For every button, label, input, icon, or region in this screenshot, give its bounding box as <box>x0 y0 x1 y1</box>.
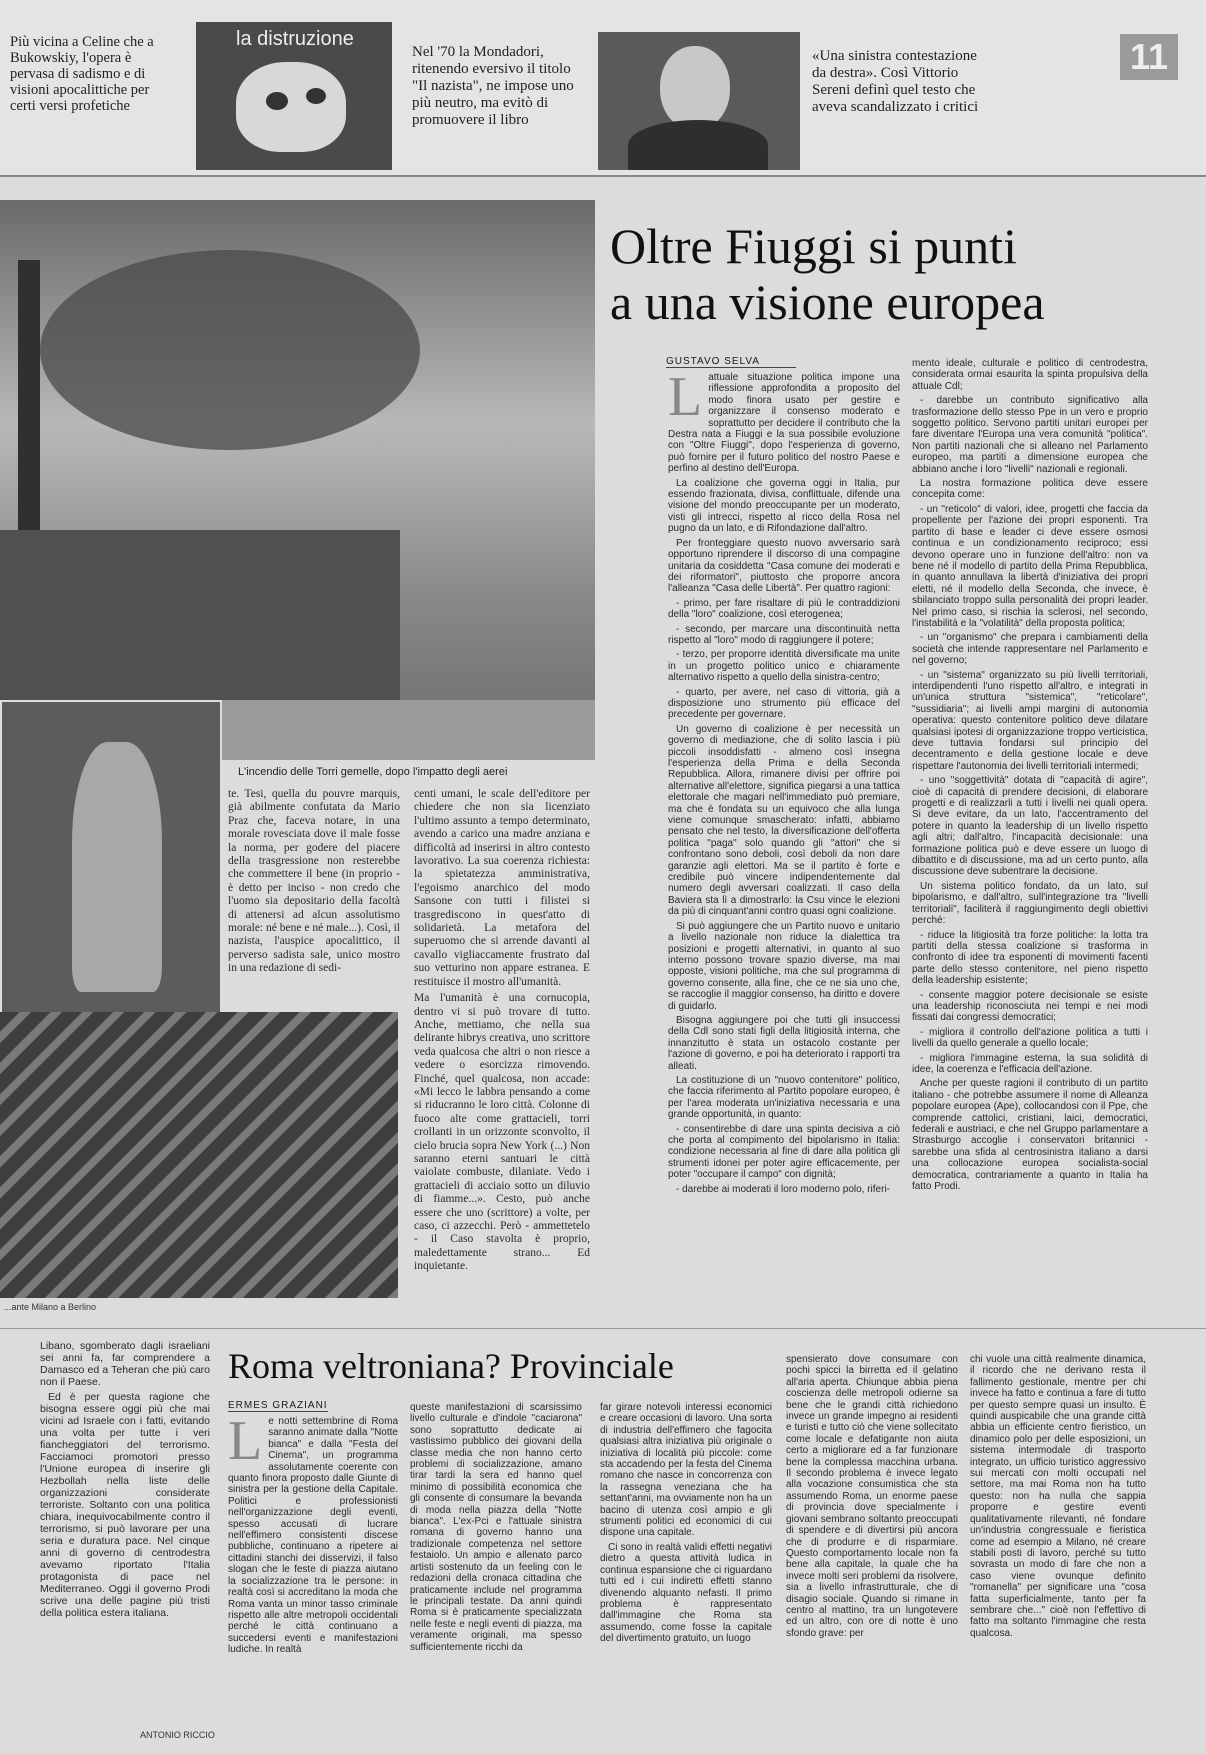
main-paragraph: - un "reticolo" di valori, idee, progetti che faccia da propellente per l'azione dei propri esponenti. Tra partito di base e leader ci deve essere osmosi continua e un condizionamento reciproco; essi devono operare uno in funzione dell'altro: non va bene né il modello di partito della Prima Repubblica, in quanto annullava la libertà d'iniziativa dei propri eletti, né il modello della Seconda, che invece, è sbilanciato troppo sulla personalità dei propri leader. Nel primo caso, si rischia la sclerosi, nel secondo, l'instabilità e la "volatilità" della proposta politica; <box>912 503 1148 629</box>
main-paragraph: - darebbe ai moderati il loro moderno polo, riferi- <box>676 1183 890 1195</box>
header-illustration-label: la distruzione <box>236 28 354 50</box>
main-paragraph: - quarto, per avere, nel caso di vittoria, già a disposizione uno strumento più efficace del precedente per governare. <box>668 686 900 721</box>
portrait-body <box>628 120 768 170</box>
woman-photo <box>0 700 222 1014</box>
roma-paragraph: e notti settembrine di Roma saranno animate dalla "Notte bianca" e dalla "Festa del Cinema", un programma assolutamente coerente con quanto finora proposto dalle Giunte di sinistra per la gestione della Capitale. Politici e professionisti nell'organizzazione degli eventi, spesso accusati di lucrare nell'effimero consistenti discese pubbliche, continuano a ripetere ai cittadini stanchi dei disservizi, il falso slogan che le feste di piazza aiutano la socializzazione tra le persone: in realtà così si accreditano la moda che Roma vanta un minor tasso criminale rispetto alle altre metropoli occidentali perché le città continuano a succedersi eventi e manifestazioni ludiche. In realtà <box>228 1416 398 1656</box>
page-number: 11 <box>1120 34 1178 80</box>
header-blurb-celine: Più vicina a Celine che a Bukowskiy, l'opera è pervasa di sadismo e di visioni apocalittiche per certi versi profetiche <box>10 34 154 114</box>
main-paragraph: mento ideale, culturale e politico di centrodestra, considerata ormai esaurita la spinta propulsiva della attuale Cdl; <box>912 358 1148 392</box>
main-title-line1: Oltre Fiuggi si punti <box>610 218 1017 274</box>
main-article-title <box>610 218 1190 330</box>
header-portrait-image <box>598 32 800 170</box>
left-paragraph: Ed è per questa ragione che bisogna essere oggi più che mai vicini ad Israele con i fatti, evitando una volta per tutte i veri fiancheggiatori del terrorismo. Facciamoci promotori presso l'Unione europea di inserire gli Hezbollah nella liste delle organizzazioni considerate terroriste. Soltanto con una politica chiara, inequivocabilmente contro il terrorismo, si può lavorare per una seria e duratura pace. Nel cinque anni di governo di centrodestra avevamo riportato l'Italia protagonista di pace nel Mediterraneo. Oggi il governo Prodi scrive una delle pagine più tristi della politica estera italiana. <box>40 1391 210 1619</box>
photo-caption: L'incendio delle Torri gemelle, dopo l'impatto degli aerei <box>238 766 508 778</box>
main-paragraph: - un "sistema" organizzato su più livelli territoriali, interdipendenti l'uno rispetto all'altro, e integrati in un'unica struttura "sistemica", "reticolare", "sussidiaria"; ai livelli ampi margini di autonomia operativa: questo contenitore politico deve dilatare qualsiasi ipotesi di organizzazione troppo verticistica, deve tuttavia fondarsi sul principio del decentramento e della gestione locale e deve rispettare l'autonomia dei livelli territoriali intermedi; <box>912 669 1148 772</box>
roma-paragraph: Ci sono in realtà validi effetti negativi dietro a questa attività ludica in continua espansione che ci riguardano tutti ed i cui indiretti effetti stanno divenendo alquanto nefasti. Il primo problema è rappresentato dall'immagine che Roma sta assumendo, come fosse la capitale del divertimento gratuito, un luogo <box>600 1541 772 1645</box>
book-article-col1 <box>228 788 400 1010</box>
main-paragraph: attuale situazione politica impone una riflessione approfondita a proposito del modo finora usato per gestire e organizzare il consenso moderato e soprattutto per decidere il contributo che la Destra nata a Fiuggi e la sua possibile evoluzione con "Oltre Fiuggi", dopo l'esperienza di governo, può fornire per il futuro politico del nostro Paese e perfino al destino dell'Europa. <box>668 372 900 475</box>
roma-article-author: ERMES GRAZIANI <box>228 1400 328 1411</box>
header-blurb-sereni: «Una sinistra contestazione da destra». Così Vittorio Sereni definì quel testo che aveva scandalizzato i critici <box>812 48 979 115</box>
roma-drop-cap: L <box>228 1416 263 1472</box>
section-divider <box>0 1328 1206 1329</box>
main-paragraph: Bisogna aggiungere poi che tutti gli insuccessi della Cdl sono stati figli della litigiosità interna, che innanzitutto è stata un ostacolo costante per l'azione di governo, e poi ha deteriorato i rapporti tra alleati. <box>668 1014 900 1072</box>
illustration-eye <box>306 88 326 104</box>
main-paragraph: Un sistema politico fondato, da un lato, sul bipolarismo, e dall'altro, sull'integrazione tra "livelli territoriali", faciliterà il raggiungimento degli obiettivi perché: <box>912 880 1148 927</box>
soldiers-caption: ...ante Milano a Berlino <box>4 1302 97 1312</box>
soldiers-photo <box>0 1012 398 1298</box>
illustration-face <box>236 62 346 152</box>
roma-col5 <box>970 1354 1146 1748</box>
main-paragraph: - consentirebbe di dare una spinta decisiva a ciò che porta al compimento del bipolarismo in Italia: condizione necessaria al fine di dare alla politica gli strumenti idonei per poter agire efficacemente, per poter "occupare il campo" con dignità; <box>668 1123 900 1181</box>
main-paragraph: - secondo, per marcare una discontinuità netta rispetto al "loro" modo di raggiungere il potere; <box>668 623 900 646</box>
roma-col4 <box>786 1354 958 1748</box>
woman-figure <box>72 742 162 992</box>
main-paragraph: - primo, per fare risaltare di più le contraddizioni della "loro" coalizione, così eterogenea; <box>668 597 900 621</box>
header-blurb-mondadori: Nel '70 la Mondadori, ritenendo eversivo il titolo "Il nazista", ne impose uno più neutro, ma evitò di promuovere il libro <box>412 44 574 128</box>
main-paragraph: Un governo di coalizione è per necessità un governo di mediazione, che di solito lascia i più piccoli insoddisfatti - almeno così insegna l'esperienza della Prima e della Seconda Repubblica. Allora, rimanere divisi per offrire poi alternative all'elettore, significa piegarsi a una tattica elettorale che magari nell'immediato può premiare, ma che è fondata su un equivoco che alla lunga viene comunque smascherato: infatti, abbiamo pensato che nel testo, la diversificazione dell'offerta politica "paga" solo quando gli "attori" che si confrontano sono deboli, così deboli da non dare garanzie agli elettori. Ma se il partito è forte e credibile può vincere indipendentemente dal numero degli avversari coalizzati. Il caso della Baviera sta lì a dimostrarlo: la Csu vince le elezioni da più di cinquant'anni contro quasi ogni coalizione. <box>668 723 900 918</box>
main-paragraph: Per fronteggiare questo nuovo avversario sarà opportuno riprendere il discorso di una compagine unitaria da cosiddetta "Casa comune dei moderati e dei riformatori", piuttosto che proporre ancora l'alleanza "Casa delle Libertà". Per quattro ragioni: <box>668 537 900 595</box>
roma-paragraph: spensierato dove consumare con pochi spicci la birretta ed il gelatino all'aria aperta. Chiunque abbia piena coscienza delle metropoli odierne sa bene che le grandi città richiedono invece un grande impegno ai residenti e turisti e tutto ciò che viene sollecitato come locale e defatigante non aiuta certo a migliorare ed a far funzionare bene la complessa macchina urbana. Il secondo problema è invece legato alla vocazione consumistica che sta assumendo Roma, un enorme paese di provincia dove specialmente i giovani sembrano soltanto preoccupati di spendere e di divertirsi più ancora che di produrre e di risparmiare. Questo comportamento locale non fa bene alla capitale, la quale che ha invece molti seri problemi da risolvere, sia a livello infrastrutturale, che di disagio sociale. Quando si rimane in centro al mattino, tra un lungotevere ed un altro, con ore di notte è uno sfondo grave: per <box>786 1354 958 1639</box>
roma-col3 <box>600 1402 772 1748</box>
main-article-col1 <box>668 372 900 1312</box>
main-paragraph: - migliora il controllo dell'azione politica a tutti i livelli da quello generale a quello locale; <box>912 1026 1148 1050</box>
twin-towers-photo <box>0 200 595 760</box>
main-paragraph: La costituzione di un "nuovo contenitore" politico, che faccia riferimento al Partito popolare europeo, è per l'area moderata un'iniziativa necessaria e una grande opportunità, in quanto: <box>668 1074 900 1121</box>
water <box>200 700 595 760</box>
left-signature: ANTONIO RICCIO <box>140 1730 215 1740</box>
main-paragraph: - darebbe un contributo significativo alla trasformazione dello stesso Ppe in un vero e proprio soggetto politico. Servono partiti unitari europei per fare diventare l'Europa una vera comunità "politica". Non partiti nazionali che si alleano nel Parlamento europeo, ma partiti a dimensione europea che abbiano anche i loro "livelli" nazionali e regionali. <box>912 395 1148 475</box>
roma-paragraph: queste manifestazioni di scarsissimo livello culturale e d'indole "caciarona" sono soprattutto dedicate ai vastissimo pubblico dei giovani della classe media che non hanno certo problemi di socializzazione, amano tirar tardi la sera ed hanno quel minimo di possibilità economica che gli consente di consumare la bevanda di moda nella piazza della "Notte bianca". L'ex-Pci e l'attuale sinistra romana di governo hanno una tradizionale competenza nel settore festaiolo. Un ampio e allenato parco artisti sostenuto da un feeling con le redazioni della cronaca cittadina che praticamente include nel programma le principali testate. Da anni quindi Roma si è praticamente specializzata nelle feste e negli eventi di piazza, ma veramente originali, ma spesso sufficientemente ricchi da <box>410 1402 582 1653</box>
roma-article-title: Roma veltroniana? Provinciale <box>228 1346 674 1386</box>
illustration-eye <box>266 92 288 110</box>
roma-col1 <box>228 1416 398 1748</box>
main-paragraph: - riduce la litigiosità tra forze politiche: la lotta tra partiti della stessa coalizione si trasforma in confronto di idee tra esponenti di movimenti facenti parte dello stesso contenitore, nel pieno rispetto della leadership esistente; <box>912 929 1148 987</box>
main-paragraph: Si può aggiungere che un Partito nuovo e unitario a livello nazionale non riduce la dialettica tra posizioni e progetti alternativi, in quanto al suo interno possono trovare spazio diverse, ma mai opposte, visioni politiche, ma che sul programma di governo consente, alla fine, che ce ne sia uno che, se raccoglie il maggior consenso, ha diritto e dovere di guidarlo. <box>668 920 900 1012</box>
main-paragraph: La nostra formazione politica deve essere concepita come: <box>912 478 1148 501</box>
main-paragraph: - uno "soggettività" dotata di "capacità di agire", cioè di capacità di prendere decisioni, di elaborare progetti e di realizzarli a tutti i livelli nei quali opera. Si deve evitare, da un lato, l'accentramento del potere in quanto la leadership di un livello rispetto agli altri; dall'altro, l'incapacità decisionale: una formazione politica può e deve essere un luogo di dibattito e di discussione, ma ad un certo punto, alla discussione deve subentrare la decisione. <box>912 775 1148 878</box>
main-paragraph: Anche per queste ragioni il contributo di un partito italiano - che potrebbe assumere il nome di Alleanza popolare europea (Ape), collocandosi con il Ppe, che comprende cattolici, cristiani, laici, democratici, federali e austriaci, e che nel Gruppo parlamentare a Strasburgo accoglie i conservatori britannici - sarebbe una sfida al centrosinistra italiano a darsi una collocazione europea socialista-social democratica, contrariamente a quanto in Italia ha fatto Prodi. <box>912 1078 1148 1193</box>
book-article-paragraph: centi umani, le scale dell'editore per chiedere che non sia licenziato l'ultimo assunto a tempo determinato, avendo a carico una madre anziana e difficoltà ad inserirsi in altro contesto lavorativo. La sua coerenza richiesta: la spietatezza amministrativa, l'egoismo anarchico del modo Sansone con tutti i filistei si trasgrediscono in quest'atto di solidarietà. La metafora del superuomo che si arrende davanti al cavallo vigliaccamente frustrato dal suo vetturino non appare estranea. E restituisce il mostro all'umanità. <box>414 788 590 988</box>
header-illustration-image <box>196 22 392 170</box>
main-article-col2 <box>912 358 1148 1312</box>
main-paragraph: - migliora l'immagine esterna, la sua solidità di idee, la coerenza e l'efficacia dell'azione. <box>912 1052 1148 1075</box>
main-article-author: GUSTAVO SELVA <box>666 356 796 368</box>
book-article-paragraph: Ma l'umanità è una cornucopia, dentro vi si può trovare di tutto. Anche, mettiamo, che nella sua delirante hibrys creativa, uno scrittore veda qualcosa che altri o non riesce a vedere o esorcizza rimovendo. Finché, quel qualcosa, non accade: «Mi lecco le labbra pensando a come si riducranno le loro città. Colonne di fuoco alte come grattacieli, torri crollanti in un orizzonte sconvolto, il cielo brucia sopra New York (...) Non saranno eterni santuari le città vaiolate combuste, dilaniate. Vedo i grattacieli di acciaio sotto un diluvio di fiamme...». Cesto, può anche essere che uno (scrittore) a volte, per caso, ci azzecchi. Però - ammettetelo - il Caso stavolta è proprio, maledettamente strano... Ed inquietante. <box>414 992 590 1273</box>
left-paragraph: Libano, sgomberato dagli israeliani sei anni fa, far comprendere a Damasco ed a Teheran che più caro non il Paese. <box>40 1340 210 1388</box>
main-paragraph: - consente maggior potere decisionale se esiste una leadership riconosciuta nei tempi e nei modi fissati dai congressi democratici; <box>912 989 1148 1024</box>
left-column-text <box>40 1340 210 1720</box>
roma-paragraph: far girare notevoli interessi economici e creare occasioni di lavoro. Una sorta di industria dell'effimero che fagocita qualsiasi altra iniziativa più originale o iniziativa di località più piccole: come sta accadendo per la festa del Cinema romano che nasce in concorrenza con la rassegna veneziana che ha settant'anni, ma ovviamente non ha un bacino di utenza così ampio e gli strumenti politici ed economici di cui dispone una capitale. <box>600 1402 772 1539</box>
main-title-line2: a una visione europea <box>610 274 1045 330</box>
header-strip <box>0 0 1206 177</box>
main-drop-cap: L <box>668 372 703 428</box>
book-article-col2 <box>414 788 590 1323</box>
portrait-head <box>660 46 730 130</box>
smoke-cloud <box>40 250 420 450</box>
main-paragraph: - un "organismo" che prepara i cambiamenti della società che intende rappresentare nel Parlamento e nel governo; <box>912 632 1148 667</box>
main-paragraph: - terzo, per proporre identità diversificate ma unite in un progetto politico unico e chiaramente alternativo rispetto a quello della sinistra-centro; <box>668 649 900 684</box>
book-article-paragraph: te. Tesi, quella du pouvre marquis, già abilmente confutata da Mario Praz che, faceva notare, in una morale rovesciata dove il male fosse la norma, per godere del piacere della trasgressione non resterebbe che commettere il bene (in proprio - è detto per inciso - non credo che l'uomo sia depositario della facoltà di attenersi ad alcun assolutismo morale: né bene e né male...). Così, il nazista, l'auspice apocalittico, il perverso sadista sale, unico mostro in una redazione di sedi- <box>228 788 400 975</box>
roma-paragraph: chi vuole una città realmente dinamica, il ricordo che ne derivano resta il fallimento gestionale, mentre per chi invece ha fatto e continua a fare di tutto per questo sempre quasi un insulto. È quindi auspicabile che una grande città abbia un efficiente centro fieristico, un dinamico polo per delle esposizioni, un sistema intermodale di trasporto integrato, un ufficio turistico aggressivo sui mercati con molti occupati nel settore, ma mai Roma non ha tutto questo: non ha nulla che sappia proporre e gestire eventi qualitativamente rilevanti, né fondare un'industria congressuale e fieristica come ad esempio a Milano, né creare stabili posti di lavoro, perché su tutto sovrasta un modo di fare che non a caso viene ovunque definito "romanella" per significare una "cosa fatta superficialmente, tanto per fa sembrare che..." cioè non l'effettivo di fatto ma soltanto l'immagine che resta qualcosa. <box>970 1354 1146 1639</box>
main-paragraph: La coalizione che governa oggi in Italia, pur essendo frazionata, divisa, conflittuale, difende una visione del mondo preoccupante per un moderato, visti gli intrecci, rispetto al ricco della Rosa nel pugno da un lato, e di Rifondazione dall'altro. <box>668 477 900 535</box>
roma-col2 <box>410 1402 582 1748</box>
